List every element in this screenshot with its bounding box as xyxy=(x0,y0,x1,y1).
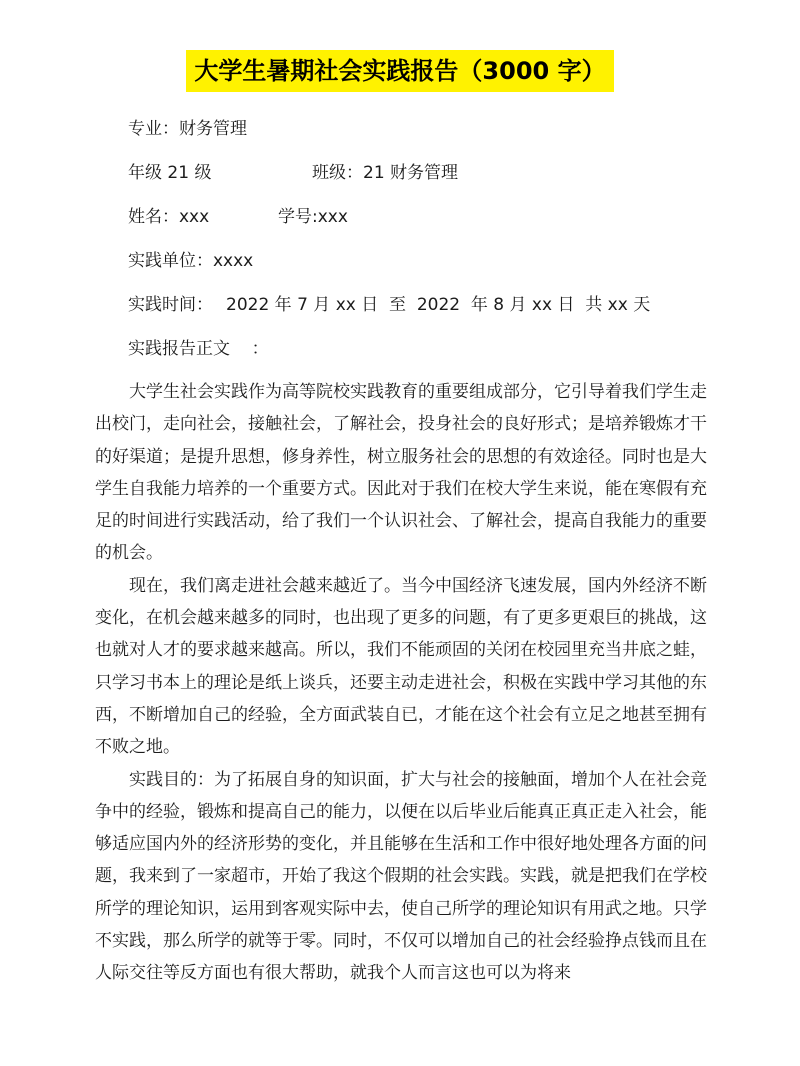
major-field: 专业：财务管理 xyxy=(128,119,247,139)
paragraph-3: 实践目的：为了拓展自身的知识面，扩大与社会的接触面，增加个人在社会竞争中的经验，锻炼和提高自己的能力，以便在以后毕业后能真正真正走入社会，能够适应国内外的经济形势的变化，并且能够在生活和工作中很好地处理各方面的问题，我来到了一家超市，开始了我这个假期的社会实践。实践，就是把我们在学校所学的理论知识，运用到客观实际中去，使自己所学的理论知识有用武之地。只学不实践，那么所学的就等于零。同时，不仅可以增加自己的社会经验挣点钱而且在人际交往等反方面也有很大帮助，就我个人而言这也可以为将来 xyxy=(95,769,707,984)
document-title: 大学生暑期社会实践报告（3000 字） xyxy=(186,50,613,92)
report-body-label: 实践报告正文 ： xyxy=(128,339,269,359)
paragraph-2: 现在，我们离走进社会越来越近了。当今中国经济飞速发展，国内外经济不断变化，在机会越来越多的同时，也出现了更多的问题，有了更多更艰巨的挑战，这也就对人才的要求越来越高。所以，我们不能顽固的关闭在校园里充当井底之蛙，只学习书本上的理论是纸上谈兵，还要主动走进社会，积极在实践中学习其他的东西，不断增加自己的经验，全方面武装自已，才能在这个社会有立足之地甚至拥有不败之地。 xyxy=(95,575,707,758)
name-field: 姓名：xxx xyxy=(128,207,210,227)
practice-time-label: 实践时间： xyxy=(128,295,213,315)
report-body xyxy=(95,376,707,990)
practice-unit-field: 实践单位：xxxx xyxy=(128,251,254,271)
class-field: 班级：21 财务管理 xyxy=(312,163,459,183)
paragraph-1: 大学生社会实践作为高等院校实践教育的重要组成部分，它引导着我们学生走出校门，走向社会，接触社会，了解社会，投身社会的良好形式；是培养锻炼才干的好渠道；是提升思想，修身养性，树立服务社会的思想的有效途径。同时也是大学生自我能力培养的一个重要方式。因此对于我们在校大学生来说，能在寒假有充足的时间进行实践活动，给了我们一个认识社会、了解社会，提高自我能力的重要的机会。 xyxy=(95,382,707,564)
student-id-field: 学号:xxx xyxy=(278,207,348,227)
grade-field: 年级 21 级 xyxy=(128,163,212,183)
title-container xyxy=(0,50,800,92)
practice-time-value: 2022 年 7 月 xx 日 至 2022 年 8 月 xx 日 共 xx 天 xyxy=(226,295,651,315)
